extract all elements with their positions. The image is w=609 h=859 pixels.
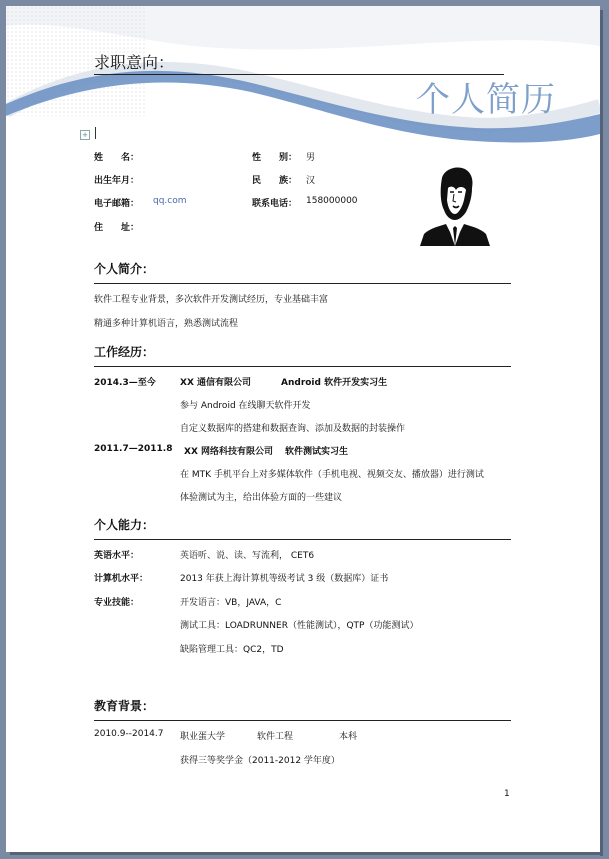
work-detail: 参与 Android 在线聊天软件开发: [180, 401, 311, 411]
phone-label: 联系电话：: [252, 199, 298, 209]
text-cursor: [95, 127, 96, 139]
intro-line: 软件工程专业背景，多次软件开发测试经历，专业基础丰富: [94, 295, 329, 305]
work-section-title: 工作经历：: [94, 345, 155, 359]
work-role: 软件测试实习生: [285, 447, 349, 457]
page-number: 1: [504, 789, 510, 799]
job-intention-label: 求职意向：: [94, 53, 175, 72]
birth-label: 出生年月：: [94, 176, 140, 186]
education-divider: [94, 720, 511, 721]
ethnicity-label: 民 族：: [252, 176, 298, 186]
address-label: 住 址：: [94, 223, 140, 233]
document-page: [6, 6, 600, 852]
table-move-handle-icon[interactable]: +: [80, 130, 90, 140]
education-section-title: 教育背景：: [94, 699, 155, 713]
gender-value: 男: [306, 153, 316, 163]
page-shadow-bottom: [10, 852, 603, 855]
ethnicity-value: 汉: [306, 176, 316, 186]
phone-value: 158000000: [306, 196, 358, 206]
education-degree: 本科: [339, 732, 358, 742]
pro-skill-item: 测试工具：LOADRUNNER（性能测试），QTP（功能测试）: [180, 621, 419, 631]
intro-section-title: 个人简介：: [94, 262, 155, 276]
work-detail: 体验测试为主，给出体验方面的一些建议: [180, 493, 343, 503]
work-divider: [94, 366, 511, 367]
work-period: 2014.3—至今: [94, 378, 156, 388]
name-label: 姓 名：: [94, 153, 140, 163]
gender-label: 性 别：: [252, 153, 298, 163]
work-company: XX 通信有限公司: [180, 378, 252, 388]
education-major: 软件工程: [257, 732, 294, 742]
page-shadow-right: [600, 10, 603, 856]
computer-value: 2013 年获上海计算机等级考试 3 级（数据库）证书: [180, 574, 389, 584]
english-label: 英语水平：: [94, 551, 140, 561]
skills-divider: [94, 539, 511, 540]
pro-skill-item: 开发语言：VB，JAVA，C: [180, 598, 282, 608]
email-value[interactable]: qq.com: [153, 196, 187, 206]
english-value: 英语听、说、读、写流利， CET6: [180, 551, 315, 561]
pro-skill-label: 专业技能：: [94, 598, 140, 608]
work-role: Android 软件开发实习生: [281, 378, 388, 388]
education-award: 获得三等奖学金（2011-2012 学年度）: [180, 756, 340, 766]
work-detail: 自定义数据库的搭建和数据查询、添加及数据的封装操作: [180, 424, 406, 434]
pro-skill-item: 缺陷管理工具：QC2，TD: [180, 645, 284, 655]
skills-section-title: 个人能力：: [94, 518, 155, 532]
education-school: 职业蛋大学: [180, 732, 226, 742]
work-detail: 在 MTK 手机平台上对多媒体软件（手机电视、视频交友、播放器）进行测试: [180, 470, 484, 480]
intro-divider: [94, 283, 511, 284]
work-company: XX 网络科技有限公司: [184, 447, 274, 457]
email-label: 电子邮箱：: [94, 199, 140, 209]
intro-line: 精通多种计算机语言，熟悉测试流程: [94, 319, 239, 329]
profile-photo: [420, 166, 490, 246]
education-period: 2010.9--2014.7: [94, 729, 164, 739]
work-period: 2011.7—2011.8: [94, 444, 173, 454]
resume-title: 个人简历: [416, 80, 556, 120]
computer-label: 计算机水平：: [94, 574, 149, 584]
